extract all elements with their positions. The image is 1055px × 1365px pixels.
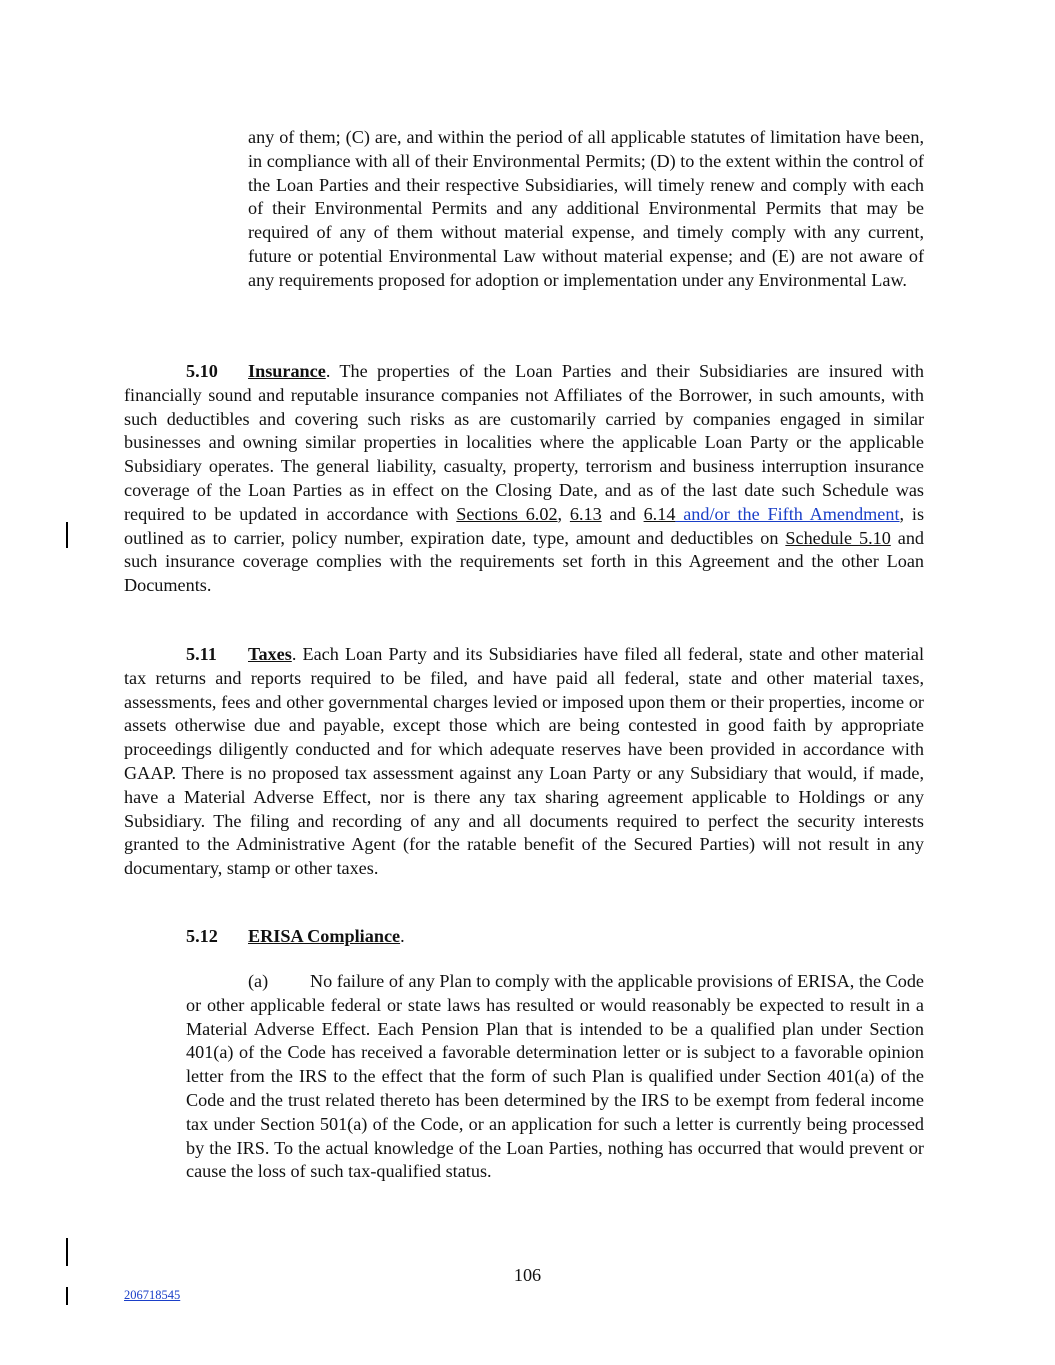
- cross-reference-link[interactable]: 6.14: [643, 503, 676, 524]
- cross-reference-link[interactable]: Schedule 5.10: [785, 527, 891, 548]
- section-5-11: [124, 643, 924, 881]
- subsection-text: No failure of any Plan to comply with the applicable provisions of ERISA, the Code or other applicable federal or state laws has resulted or would reasonably be expected to result in a Material Adverse Effect. Each Pension Plan that is intended to be a qualified plan under Section 401(a) of the Code has received a favorable determination letter or is subject to a favorable opinion letter from the IRS to the effect that the form of such Plan is qualified under Section 401(a) of the Code and the trust related thereto has been determined by the IRS to be exempt from federal income tax under Section 501(a) of the Code, or an application for such a letter is currently being processed by the IRS. To the actual knowledge of the Loan Parties, nothing has occurred that would prevent or cause the loss of such tax-qualified status.: [186, 971, 924, 1182]
- section-title: ERISA Compliance: [248, 926, 401, 946]
- section-number: 5.11: [186, 644, 217, 664]
- continuation-text: any of them; (C) are, and within the period of all applicable statutes of limitation have been, in compliance with all of their Environmental Permits; (D) to the extent within the control of the Loan Parties and their respective Subsidiaries, will timely renew and comply with each of their Environmental Permits and any additional Environmental Permits that may be required of any of them without material expense, and timely comply with any current, future or potential Environmental Law without material expense; and (E) are not aware of any requirements proposed for adoption or implementation under any Environmental Law.: [248, 127, 924, 290]
- section-text: . Each Loan Party and its Subsidiaries have filed all federal, state and other material tax returns and reports required to be filed, and have paid all federal, state and other material taxes, assessments, fees and other governmental charges levied or imposed upon them or their properties, income or assets otherwise due and payable, except those which are being contested in good faith by appropriate proceedings diligently conducted and for which adequate reserves have been provided in accordance with GAAP. There is no proposed tax assessment against any Loan Party or any Subsidiary that would, if made, have a Material Adverse Effect, nor is there any tax sharing agreement applicable to Holdings or any Subsidiary. The filing and recording of any and all documents required to perfect the security interests granted to the Administrative Agent (for the ratable benefit of the Secured Parties) will not result in any documentary, stamp or other taxes.: [124, 644, 924, 879]
- section-number: 5.12: [186, 926, 218, 946]
- section-text: . The properties of the Loan Parties and their Subsidiaries are insured with financially sound and reputable insurance companies not Affiliates of the Borrower, in such amounts, with such deductibles and covering such risks as are customarily carried by companies engaged in similar businesses and owning similar properties in localities where the applicable Loan Party or the applicable Subsidiary operates. The general liability, casualty, property, terrorism and business interruption insurance coverage of the Loan Parties as in effect on the Closing Date, and as of the last date such Schedule was required to be updated in accordance with: [124, 361, 924, 524]
- subsection-label: (a): [248, 971, 269, 991]
- section-5-12-heading: 5.12 ERISA Compliance.: [124, 925, 924, 949]
- continuation-paragraph: [248, 126, 924, 293]
- section-title: Insurance: [248, 361, 326, 381]
- inserted-amendment-text: and/or the Fifth Amendment: [675, 503, 900, 524]
- page-number: 106: [513, 1265, 542, 1285]
- section-5-10: 5.10 Insurance. The properties of the Loan Parties and their Subsidiaries are insured with financially sound and reputable insurance companies not Affiliates of the Borrower, in such amounts, with such deductibles and covering such risks as are customarily carried by companies engaged in similar businesses and owning similar properties in localities where the applicable Loan Party or the applicable Subsidiary operates. The general liability, casualty, property, terrorism and business interruption insurance coverage of the Loan Parties as in effect on the Closing Date, and as of the last date such Schedule was required to be updated in accordance with Sections 6.02, 6.13 and 6.14 and/or the Fifth Amendment, is outlined as to carrier, policy number, expiration date, type, amount and deductibles on Schedule 5.10 and such insurance coverage complies with the requirements set forth in this Agreement and the other Loan Documents.: [124, 361, 925, 596]
- section-title: Taxes: [248, 644, 292, 664]
- section-number: 5.10: [186, 361, 218, 381]
- section-5-12-a: [186, 970, 924, 1184]
- change-bar: [66, 522, 68, 548]
- cross-reference-link[interactable]: Sections 6.02: [456, 503, 558, 524]
- cross-reference-link[interactable]: 6.13: [569, 503, 602, 524]
- document-id: 206718545: [124, 1288, 181, 1302]
- change-bar: [66, 1287, 68, 1305]
- change-bar: [66, 1238, 68, 1266]
